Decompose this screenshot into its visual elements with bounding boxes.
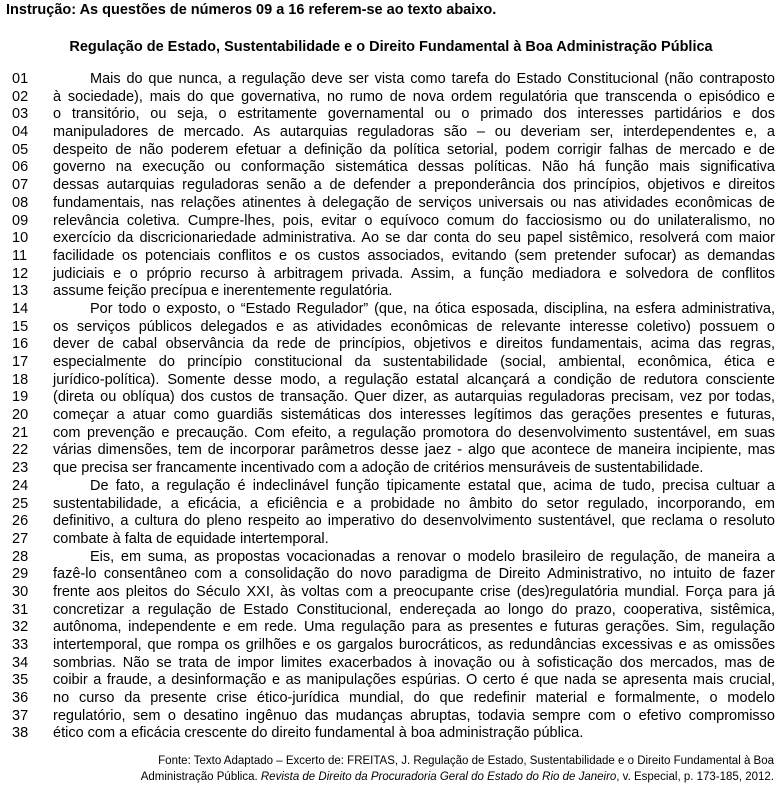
line-number: 23 (12, 460, 29, 477)
text-line (0, 124, 782, 142)
line-text: relevância coletiva. Cumpre-lhes, pois, evitar o equívoco comum do facciosismo ou do unilateralismo, no (53, 212, 775, 229)
line-number: 28 (12, 548, 29, 565)
line-number: 04 (12, 124, 29, 141)
line-text: assume feição precípua e inerentemente regulatória. (53, 283, 393, 300)
source-journal: Revista de Direito da Procuradoria Geral do Estado do Rio de Janeiro (260, 771, 617, 783)
line-number: 15 (12, 318, 29, 335)
line-text: intertemporal, que rompa os grilhões e os gargalos burocráticos, as redundâncias excessivas e as omissões (53, 637, 775, 653)
line-number: 33 (12, 637, 29, 653)
text-line (0, 248, 782, 266)
line-text: governo na execução ou conformação sistemática dessas políticas. Não há função mais significativa (53, 159, 775, 176)
text-line (0, 531, 782, 549)
text-line (0, 142, 782, 160)
line-number: 12 (12, 265, 29, 282)
line-number: 02 (12, 88, 29, 105)
line-text: os serviços públicos delegados e as atividades econômicas de relevante interesse coletivo) possuem o (53, 318, 775, 335)
text-body (0, 71, 782, 743)
text-line (0, 89, 782, 107)
text-line (0, 230, 782, 248)
text-line (0, 407, 782, 425)
text-line (0, 637, 782, 655)
source-title-prefix: Administração Pública. (140, 771, 261, 783)
text-line (0, 283, 782, 301)
line-number: 09 (12, 212, 29, 229)
line-text: Mais do que nunca, a regulação deve ser vista como tarefa do Estado Constitucional (não contraposto (90, 71, 775, 87)
line-number: 37 (12, 707, 29, 724)
line-text: combate à falta de equidade intertemporal. (53, 530, 329, 547)
line-number: 10 (12, 230, 29, 247)
line-number: 30 (12, 583, 29, 600)
text-line (0, 425, 782, 443)
text-line (0, 266, 782, 284)
text-line (0, 513, 782, 531)
line-text: ético com a eficácia crescente do direito fundamental à boa administração pública. (53, 725, 584, 742)
line-text: especialmente do princípio constitucional da sustentabilidade (social, ambiental, econômica, ética e (53, 354, 775, 370)
text-line (0, 389, 782, 407)
line-text: sombrias. Não se trata de impor limites exacerbados à inovação ou à sofisticação dos mercados, mas de (53, 654, 775, 671)
line-text: várias dimensões, tem de incorporar parâmetros desse jaez - algo que acontece de maneira incipiente, mas (53, 442, 775, 459)
line-number: 11 (12, 247, 28, 264)
text-line (0, 354, 782, 372)
line-text: coibir a fraude, a desinformação e as manipulações espúrias. O certo é que nada se apresenta mais crucial, (53, 672, 775, 689)
line-text: que precisa ser francamente incentivado com a adoção de critérios mensuráveis de sustentabilidade. (53, 460, 704, 477)
document-title: Regulação de Estado, Sustentabilidade e o Direito Fundamental à Boa Administração Pública (69, 39, 713, 55)
text-line (0, 195, 782, 213)
text-line (0, 584, 782, 602)
line-text: manipuladores de mercado. As autarquias reguladoras são – ou deveriam ser, interdependentes e, a (53, 124, 775, 141)
line-number: 38 (12, 725, 29, 742)
line-text: concretizar a regulação de Estado Constitucional, endereçada ao longo do prazo, cooperativa, sistêmica, (53, 601, 775, 618)
line-number: 32 (12, 619, 29, 636)
line-text: fazê-lo consentâneo com a consolidação do novo paradigma de Direito Administrativo, no intuito de fazer (53, 566, 775, 583)
text-line (0, 655, 782, 673)
line-number: 22 (12, 442, 29, 459)
line-number: 29 (12, 566, 29, 583)
line-text: frente aos pleitos do Século XXI, às voltas com a preocupante crise (des)regulatória mundial. Força para já (53, 583, 775, 600)
line-number: 05 (12, 141, 29, 158)
text-line (0, 478, 782, 496)
line-number: 27 (12, 530, 29, 547)
line-number: 01 (12, 71, 29, 87)
line-number: 03 (12, 106, 29, 123)
source-line-1: Fonte: Texto Adaptado – Excerto de: FREITAS, J. Regulação de Estado, Sustentabilidade e o Direito Fundamental à Boa (158, 755, 774, 767)
text-line (0, 672, 782, 690)
line-text: começar a atuar como guardiãs sistemáticas dos interesses legítimos das gerações presentes e futuras, (53, 407, 775, 424)
line-number: 19 (12, 389, 29, 406)
text-line (0, 690, 782, 708)
line-text: no curso da presente crise ético-jurídica mundial, do que redefinir material e formalmente, o modelo (53, 690, 775, 707)
line-text: regulatório, sem o desatino ingênuo das mudanças abruptas, todavia sempre com o efetivo compromisso (53, 707, 775, 724)
line-number: 18 (12, 371, 29, 388)
text-line (0, 213, 782, 231)
line-number: 17 (12, 354, 29, 370)
line-text: fundamentais, nas relações atinentes à delegação de serviços universais ou nas atividades econômicas de (53, 194, 775, 211)
line-number: 08 (12, 194, 29, 211)
line-number: 13 (12, 283, 29, 300)
text-line (0, 460, 782, 478)
line-number: 34 (12, 654, 29, 671)
line-text: despeito de não poderem efetuar a definição da política setorial, podem corrigir falhas de mercado e de (53, 141, 775, 158)
line-text: Eis, em suma, as propostas vocacionadas a renovar o modelo brasileiro de regulação, de maneira a (90, 548, 775, 565)
source-details: , v. Especial, p. 173-185, 2012. (616, 771, 774, 783)
line-text: facilidade os potenciais conflitos e os custos associados, evitando (sem pretender sufocar) as demandas (53, 247, 775, 264)
line-number: 26 (12, 513, 29, 530)
line-number: 25 (12, 495, 29, 512)
text-line (0, 549, 782, 567)
text-line (0, 159, 782, 177)
line-text: (direta ou oblíqua) dos custos de transação. Quer dizer, as autarquias reguladoras precisam, vez por todas, (53, 389, 775, 406)
line-text: dessas autarquias reguladoras senão a de defender a preponderância dos princípios, objetivos e direitos (53, 177, 775, 194)
text-line (0, 496, 782, 514)
instruction-text: Instrução: As questões de números 09 a 16 referem-se ao texto abaixo. (6, 2, 497, 18)
text-line (0, 301, 782, 319)
line-number: 16 (12, 336, 29, 353)
text-line (0, 602, 782, 620)
line-number: 31 (12, 601, 29, 618)
line-number: 06 (12, 159, 29, 176)
text-line (0, 566, 782, 584)
text-line (0, 177, 782, 195)
text-line (0, 336, 782, 354)
line-number: 21 (12, 424, 29, 441)
line-text: De fato, a regulação é indeclinável função tipicamente estatal que, acima de tudo, precisa cultuar a (90, 477, 775, 494)
text-line (0, 708, 782, 726)
line-text: definitivo, a cultura do pleno respeito ao imperativo do desenvolvimento sustentável, que reclama o resoluto (53, 513, 775, 530)
line-number: 07 (12, 177, 29, 194)
text-line (0, 71, 782, 89)
source-line-2 (141, 769, 774, 785)
line-text: Por todo o exposto, o “Estado Regulador” (que, na ótica esposada, disciplina, na esfera administrativa, (90, 300, 775, 317)
text-line (0, 372, 782, 390)
line-text: com prevenção e precaução. Com efeito, a regulação promotora do desenvolvimento sustentável, em suas (53, 424, 775, 441)
line-text: exercício da discricionariedade administrativa. Ao se dar conta do seu papel sistêmico, resolverá com maior (53, 230, 775, 247)
line-number: 14 (12, 300, 29, 317)
line-text: autônoma, independente e em rede. Uma regulação para as presentes e futuras gerações. Sim, regulação (53, 619, 775, 636)
text-line (0, 725, 782, 743)
text-line (0, 319, 782, 337)
line-text: o transitório, ou seja, o estritamente governamental ou o primado dos interesses partidários e dos (53, 106, 775, 123)
text-line (0, 106, 782, 124)
source-citation (141, 753, 774, 785)
text-line (0, 619, 782, 637)
line-text: à sociedade), mais do que governativa, no rumo de nova ordem regulatória que transcenda o episódico e (53, 88, 775, 105)
line-text: sustentabilidade, a eficácia, a eficiência e a probidade no âmbito do setor regulado, incorporando, em (53, 495, 775, 512)
line-number: 35 (12, 672, 29, 689)
line-number: 24 (12, 477, 29, 494)
line-number: 20 (12, 407, 29, 424)
line-number: 36 (12, 690, 29, 707)
line-text: jurídico-política). Somente desse modo, a regulação estatal alcançará a condição de redutora consciente (53, 371, 775, 388)
text-line (0, 442, 782, 460)
line-text: judiciais e o próprio recurso à arbitragem privada. Assim, a função mediadora e solvedora de conflitos (53, 265, 775, 282)
line-text: dever de cabal observância da rede de princípios, objetivos e direitos fundamentais, acima das regras, (53, 336, 775, 353)
